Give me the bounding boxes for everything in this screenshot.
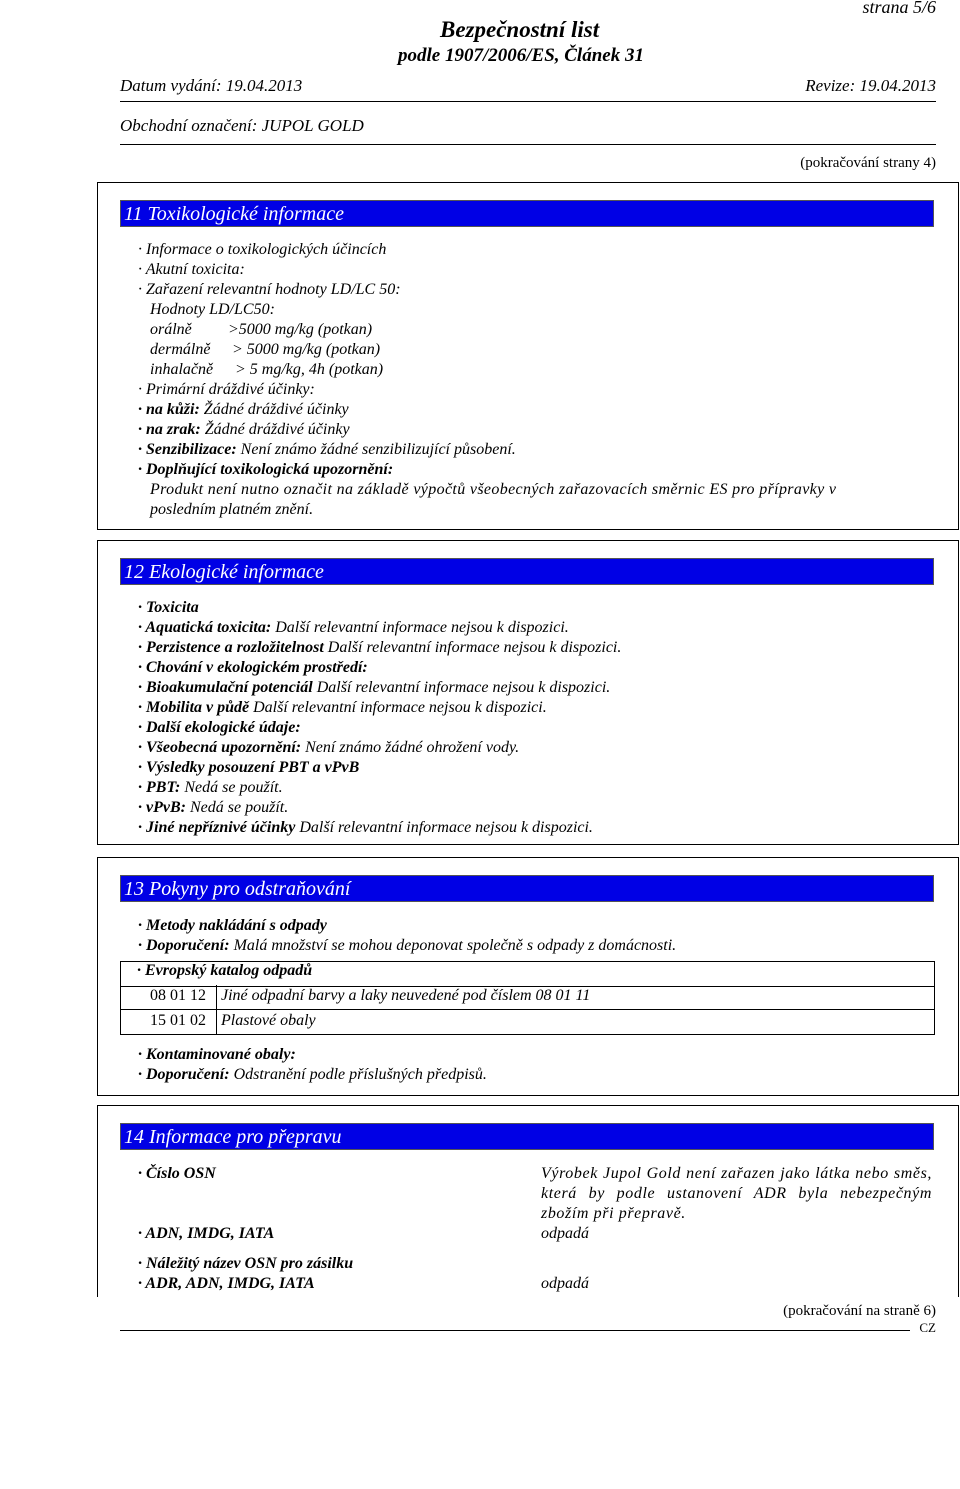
s11-sens-label: · Senzibilizace: bbox=[138, 441, 237, 458]
section-11-heading: 11 Toxikologické informace bbox=[120, 200, 934, 227]
s12-mobility-label: · Mobilita v půdě bbox=[138, 699, 250, 716]
s11-line-classification: · Zařazení relevantní hodnoty LD/LC 50: bbox=[138, 281, 401, 298]
issue-date: Datum vydání: 19.04.2013 bbox=[120, 76, 303, 95]
s12-bio-value: Další relevantní informace nejsou k dispozici. bbox=[316, 679, 611, 696]
s12-persistence-value: Další relevantní informace nejsou k dispozici. bbox=[327, 639, 622, 656]
s12-line-bioaccumulation bbox=[138, 679, 610, 697]
s11-additional-text-1: Produkt není nutno označit na základě výpočtů všeobecných zařazovacích směrnic ES pro přípravky v bbox=[150, 481, 837, 498]
s11-skin-label: · na kůži: bbox=[138, 401, 200, 418]
s13-line-contaminated: · Kontaminované obaly: bbox=[138, 1046, 296, 1063]
waste-desc-1: Jiné odpadní barvy a laky neuvedené pod číslem 08 01 11 bbox=[221, 987, 591, 1004]
s11-line-info: · Informace o toxikologických účincích bbox=[138, 241, 387, 258]
s12-line-vpvb bbox=[138, 799, 288, 817]
s12-vpvb-value: Nedá se použít. bbox=[189, 799, 289, 816]
s11-dermal-label: dermálně bbox=[150, 341, 211, 358]
s12-line-other-effects bbox=[138, 819, 593, 837]
s12-line-aquatic bbox=[138, 619, 569, 637]
s13-rec2-value: Odstranění podle příslušných předpisů. bbox=[233, 1066, 487, 1083]
s11-line-values: Hodnoty LD/LC50: bbox=[150, 301, 275, 318]
s14-name-label: · Náležitý název OSN pro zásilku bbox=[138, 1255, 354, 1272]
s13-rec2-label: · Doporučení: bbox=[138, 1066, 230, 1083]
s12-line-pbt bbox=[138, 779, 283, 797]
s12-line-toxicity: · Toxicita bbox=[138, 599, 199, 616]
waste-catalog-table bbox=[120, 961, 935, 1035]
waste-desc-2: Plastové obaly bbox=[221, 1012, 316, 1029]
section-12-heading: 12 Ekologické informace bbox=[120, 558, 934, 585]
s12-persistence-label: · Perzistence a rozložitelnost bbox=[138, 639, 324, 656]
s12-line-pbt-results: · Výsledky posouzení PBT a vPvB bbox=[138, 759, 360, 776]
s11-line-sens bbox=[138, 441, 516, 459]
s11-dermal-value: > 5000 mg/kg (potkan) bbox=[232, 341, 381, 358]
section-14-heading: 14 Informace pro přepravu bbox=[120, 1123, 934, 1150]
s14-un-value: Výrobek Jupol Gold není zařazen jako látka nebo směs, která by podle ustanovení ADR byla nebezpečným zbožím při přepravě. bbox=[541, 1165, 932, 1222]
s13-rec-value: Malá množství se mohou deponovat společně s odpady z domácnosti. bbox=[233, 937, 677, 954]
s12-vpvb-label: · vPvB: bbox=[138, 799, 186, 816]
s12-aquatic-value: Další relevantní informace nejsou k dispozici. bbox=[275, 619, 569, 636]
trade-name-rule bbox=[120, 144, 936, 145]
section-13-heading: 13 Pokyny pro odstraňování bbox=[120, 875, 934, 902]
s12-general-label: · Všeobecná upozornění: bbox=[138, 739, 302, 756]
s14-adn-value: odpadá bbox=[541, 1225, 589, 1242]
s11-eye-label: · na zrak: bbox=[138, 421, 201, 438]
s13-rec-label: · Doporučení: bbox=[138, 937, 230, 954]
s14-adr-label: · ADR, ADN, IMDG, IATA bbox=[138, 1275, 315, 1292]
page-number: strana 5/6 bbox=[862, 0, 936, 17]
s11-line-skin bbox=[138, 401, 349, 419]
waste-code-2: 15 01 02 bbox=[150, 1012, 206, 1029]
waste-col-divider bbox=[216, 985, 217, 1035]
document-title: Bezpečnostní list bbox=[440, 17, 600, 42]
continued-to: (pokračování na straně 6) bbox=[783, 1303, 936, 1319]
s11-inhal-label: inhalačně bbox=[150, 361, 214, 378]
s14-adr-value: odpadá bbox=[541, 1275, 589, 1292]
s11-line-additional: · Doplňující toxikologická upozornění: bbox=[138, 461, 394, 478]
waste-code-1: 08 01 12 bbox=[150, 987, 206, 1004]
trade-name: Obchodní označení: JUPOL GOLD bbox=[120, 116, 364, 135]
continued-from: (pokračování strany 4) bbox=[800, 155, 936, 171]
s12-line-persistence bbox=[138, 639, 621, 657]
s14-un-label: · Číslo OSN bbox=[138, 1165, 216, 1182]
revision-date: Revize: 19.04.2013 bbox=[805, 76, 936, 95]
s14-adn-label: · ADN, IMDG, IATA bbox=[138, 1225, 275, 1242]
s13-line-recommendation-2 bbox=[138, 1066, 487, 1084]
language-code: CZ bbox=[919, 1320, 936, 1335]
header-rule bbox=[120, 101, 936, 102]
waste-catalog-title: · Evropský katalog odpadů bbox=[137, 962, 313, 979]
s11-skin-value: Žádné dráždivé účinky bbox=[203, 401, 349, 418]
s13-line-recommendation bbox=[138, 937, 676, 955]
s12-aquatic-label: · Aquatická toxicita: bbox=[138, 619, 272, 636]
s11-eye-value: Žádné dráždivé účinky bbox=[204, 421, 350, 438]
document-subtitle: podle 1907/2006/ES, Článek 31 bbox=[398, 45, 644, 66]
s11-line-acute: · Akutní toxicita: bbox=[138, 261, 245, 278]
s12-other-value: Další relevantní informace nejsou k dispozici. bbox=[299, 819, 593, 836]
s11-oral-label: orálně bbox=[150, 321, 192, 338]
s12-line-general bbox=[138, 739, 519, 757]
s11-sens-value: Není známo žádné senzibilizující působení. bbox=[240, 441, 516, 458]
s13-line-methods: · Metody nakládání s odpady bbox=[138, 917, 327, 934]
s12-other-label: · Jiné nepříznivé účinky bbox=[138, 819, 296, 836]
s11-line-eye bbox=[138, 421, 350, 439]
s11-additional-text-2: posledním platném znění. bbox=[150, 501, 314, 518]
s12-general-value: Není známo žádné ohrožení vody. bbox=[305, 739, 520, 756]
s11-oral-value: >5000 mg/kg (potkan) bbox=[228, 321, 373, 338]
s12-line-mobility bbox=[138, 699, 547, 717]
s12-line-other-eco: · Další ekologické údaje: bbox=[138, 719, 301, 736]
s12-bio-label: · Bioakumulační potenciál bbox=[138, 679, 313, 696]
s11-line-primary: · Primární dráždivé účinky: bbox=[138, 381, 315, 398]
s11-inhal-value: > 5 mg/kg, 4h (potkan) bbox=[235, 361, 384, 378]
footer-rule bbox=[120, 1330, 910, 1331]
s12-mobility-value: Další relevantní informace nejsou k dispozici. bbox=[253, 699, 547, 716]
s12-pbt-label: · PBT: bbox=[138, 779, 181, 796]
s12-line-behaviour: · Chování v ekologickém prostředí: bbox=[138, 659, 368, 676]
s12-pbt-value: Nedá se použít. bbox=[184, 779, 283, 796]
